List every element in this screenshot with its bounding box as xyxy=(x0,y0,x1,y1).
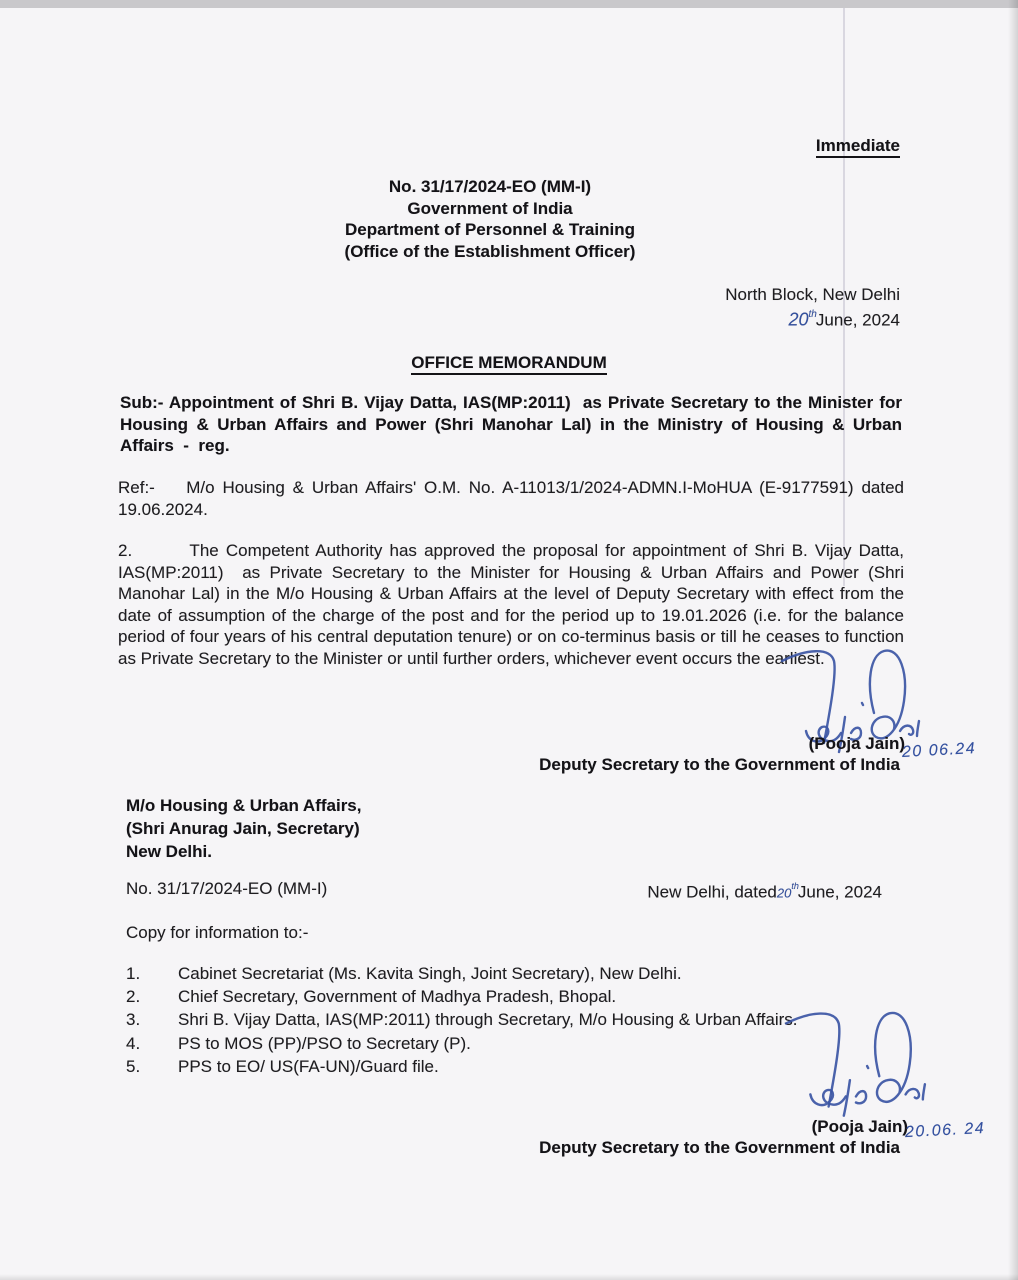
addressee-line-1: M/o Housing & Urban Affairs, xyxy=(126,796,362,815)
copy-item-text: Cabinet Secretariat (Ms. Kavita Singh, Joint Secretary), New Delhi. xyxy=(178,964,682,983)
signature-pooja-jain-2 xyxy=(782,1004,934,1124)
scan-edge-bottom xyxy=(0,1274,1018,1280)
priority-text: Immediate xyxy=(816,136,900,158)
copy-item-text: Chief Secretary, Government of Madhya Pradesh, Bhopal. xyxy=(178,987,617,1007)
copy-item-text: PS to MOS (PP)/PSO to Secretary (P). xyxy=(178,1033,471,1053)
body-paragraph-2: 2. The Competent Authority has approved the proposal for appointment of Shri B. Vijay Datta, IAS(MP:2011) as Private Secretary to the Minister for Housing & Urban Affairs and Power (Shri Manohar Lal) in the M/o Housing & Urban Affairs at the level of Deputy Secretary with effect from the date of assumption of the charge of the post and for the period up to 19.01.2026 (i.e. for the balance period of four years of his central deputation tenure) or on co-terminus basis or till he ceases to function as Private Secretary to the Minister or until further orders, whichever event occurs the earliest. xyxy=(118,541,904,668)
place-date-block xyxy=(725,284,900,332)
handwritten-day: 20 xyxy=(788,309,809,330)
date-line-2 xyxy=(647,878,882,904)
handwritten-day-2: 20 xyxy=(776,885,792,901)
handwritten-sign-date-2: 20.06. 24 xyxy=(904,1119,986,1142)
subject-paragraph: Sub:- Appointment of Shri B. Vijay Datta, IAS(MP:2011) as Private Secretary to the Minister for Housing & Urban Affairs and Power (Shri Manohar Lal) in the Ministry of Housing & Urban Affairs - reg. xyxy=(120,393,902,455)
scan-edge-right xyxy=(1008,0,1018,1280)
doc-type-heading xyxy=(0,352,1018,374)
priority-marking xyxy=(816,135,900,157)
reference-paragraph: Ref:- M/o Housing & Urban Affairs' O.M. No. A-11013/1/2024-ADMN.I-MoHUA (E-9177591) dated 19.06.2024. xyxy=(118,478,904,519)
date2-prefix: New Delhi, dated xyxy=(647,882,777,902)
org-name: Government of India xyxy=(407,198,573,218)
copy-heading: Copy for information to:- xyxy=(126,923,309,942)
handwritten-ordinal: th xyxy=(808,309,817,320)
addressee-line-3: New Delhi. xyxy=(126,842,212,861)
doc-type-text: OFFICE MEMORANDUM xyxy=(411,353,606,375)
copy-item-number: 1. xyxy=(126,964,141,983)
copy-item-text: Shri B. Vijay Datta, IAS(MP:2011) through Secretary, M/o Housing & Urban Affairs. xyxy=(178,1010,798,1030)
signatory-name-1: (Pooja Jain) xyxy=(808,734,905,753)
letterhead xyxy=(230,176,750,262)
copy-item-number: 4. xyxy=(126,1033,141,1053)
addressee-line-2: (Shri Anurag Jain, Secretary) xyxy=(126,819,360,838)
handwritten-ordinal-2: th xyxy=(791,881,799,891)
org-department: Department of Personnel & Training xyxy=(345,220,635,239)
date-text: June, 2024 xyxy=(815,310,900,330)
date2-text: June, 2024 xyxy=(797,882,882,902)
scan-edge-top xyxy=(0,0,1018,8)
date-line xyxy=(725,306,900,332)
org-office: (Office of the Establishment Officer) xyxy=(344,241,636,261)
handwritten-sign-date-1: 20 06.24 xyxy=(901,740,977,761)
file-number-2: No. 31/17/2024-EO (MM-I) xyxy=(126,879,328,898)
signatory-name-2: (Pooja Jain) xyxy=(811,1117,908,1136)
addressee-block xyxy=(126,794,362,863)
copy-item-text: PPS to EO/ US(FA-UN)/Guard file. xyxy=(178,1056,439,1076)
copy-item-number: 5. xyxy=(126,1056,141,1076)
file-number: No. 31/17/2024-EO (MM-I) xyxy=(388,177,592,196)
signatory-title-1: Deputy Secretary to the Government of India xyxy=(539,755,900,774)
copy-item-number: 2. xyxy=(126,987,141,1007)
copy-item-1 xyxy=(126,962,916,985)
place-line: North Block, New Delhi xyxy=(725,285,900,304)
signatory-title-2: Deputy Secretary to the Government of India xyxy=(539,1138,900,1157)
copy-item-number: 3. xyxy=(126,1010,141,1030)
